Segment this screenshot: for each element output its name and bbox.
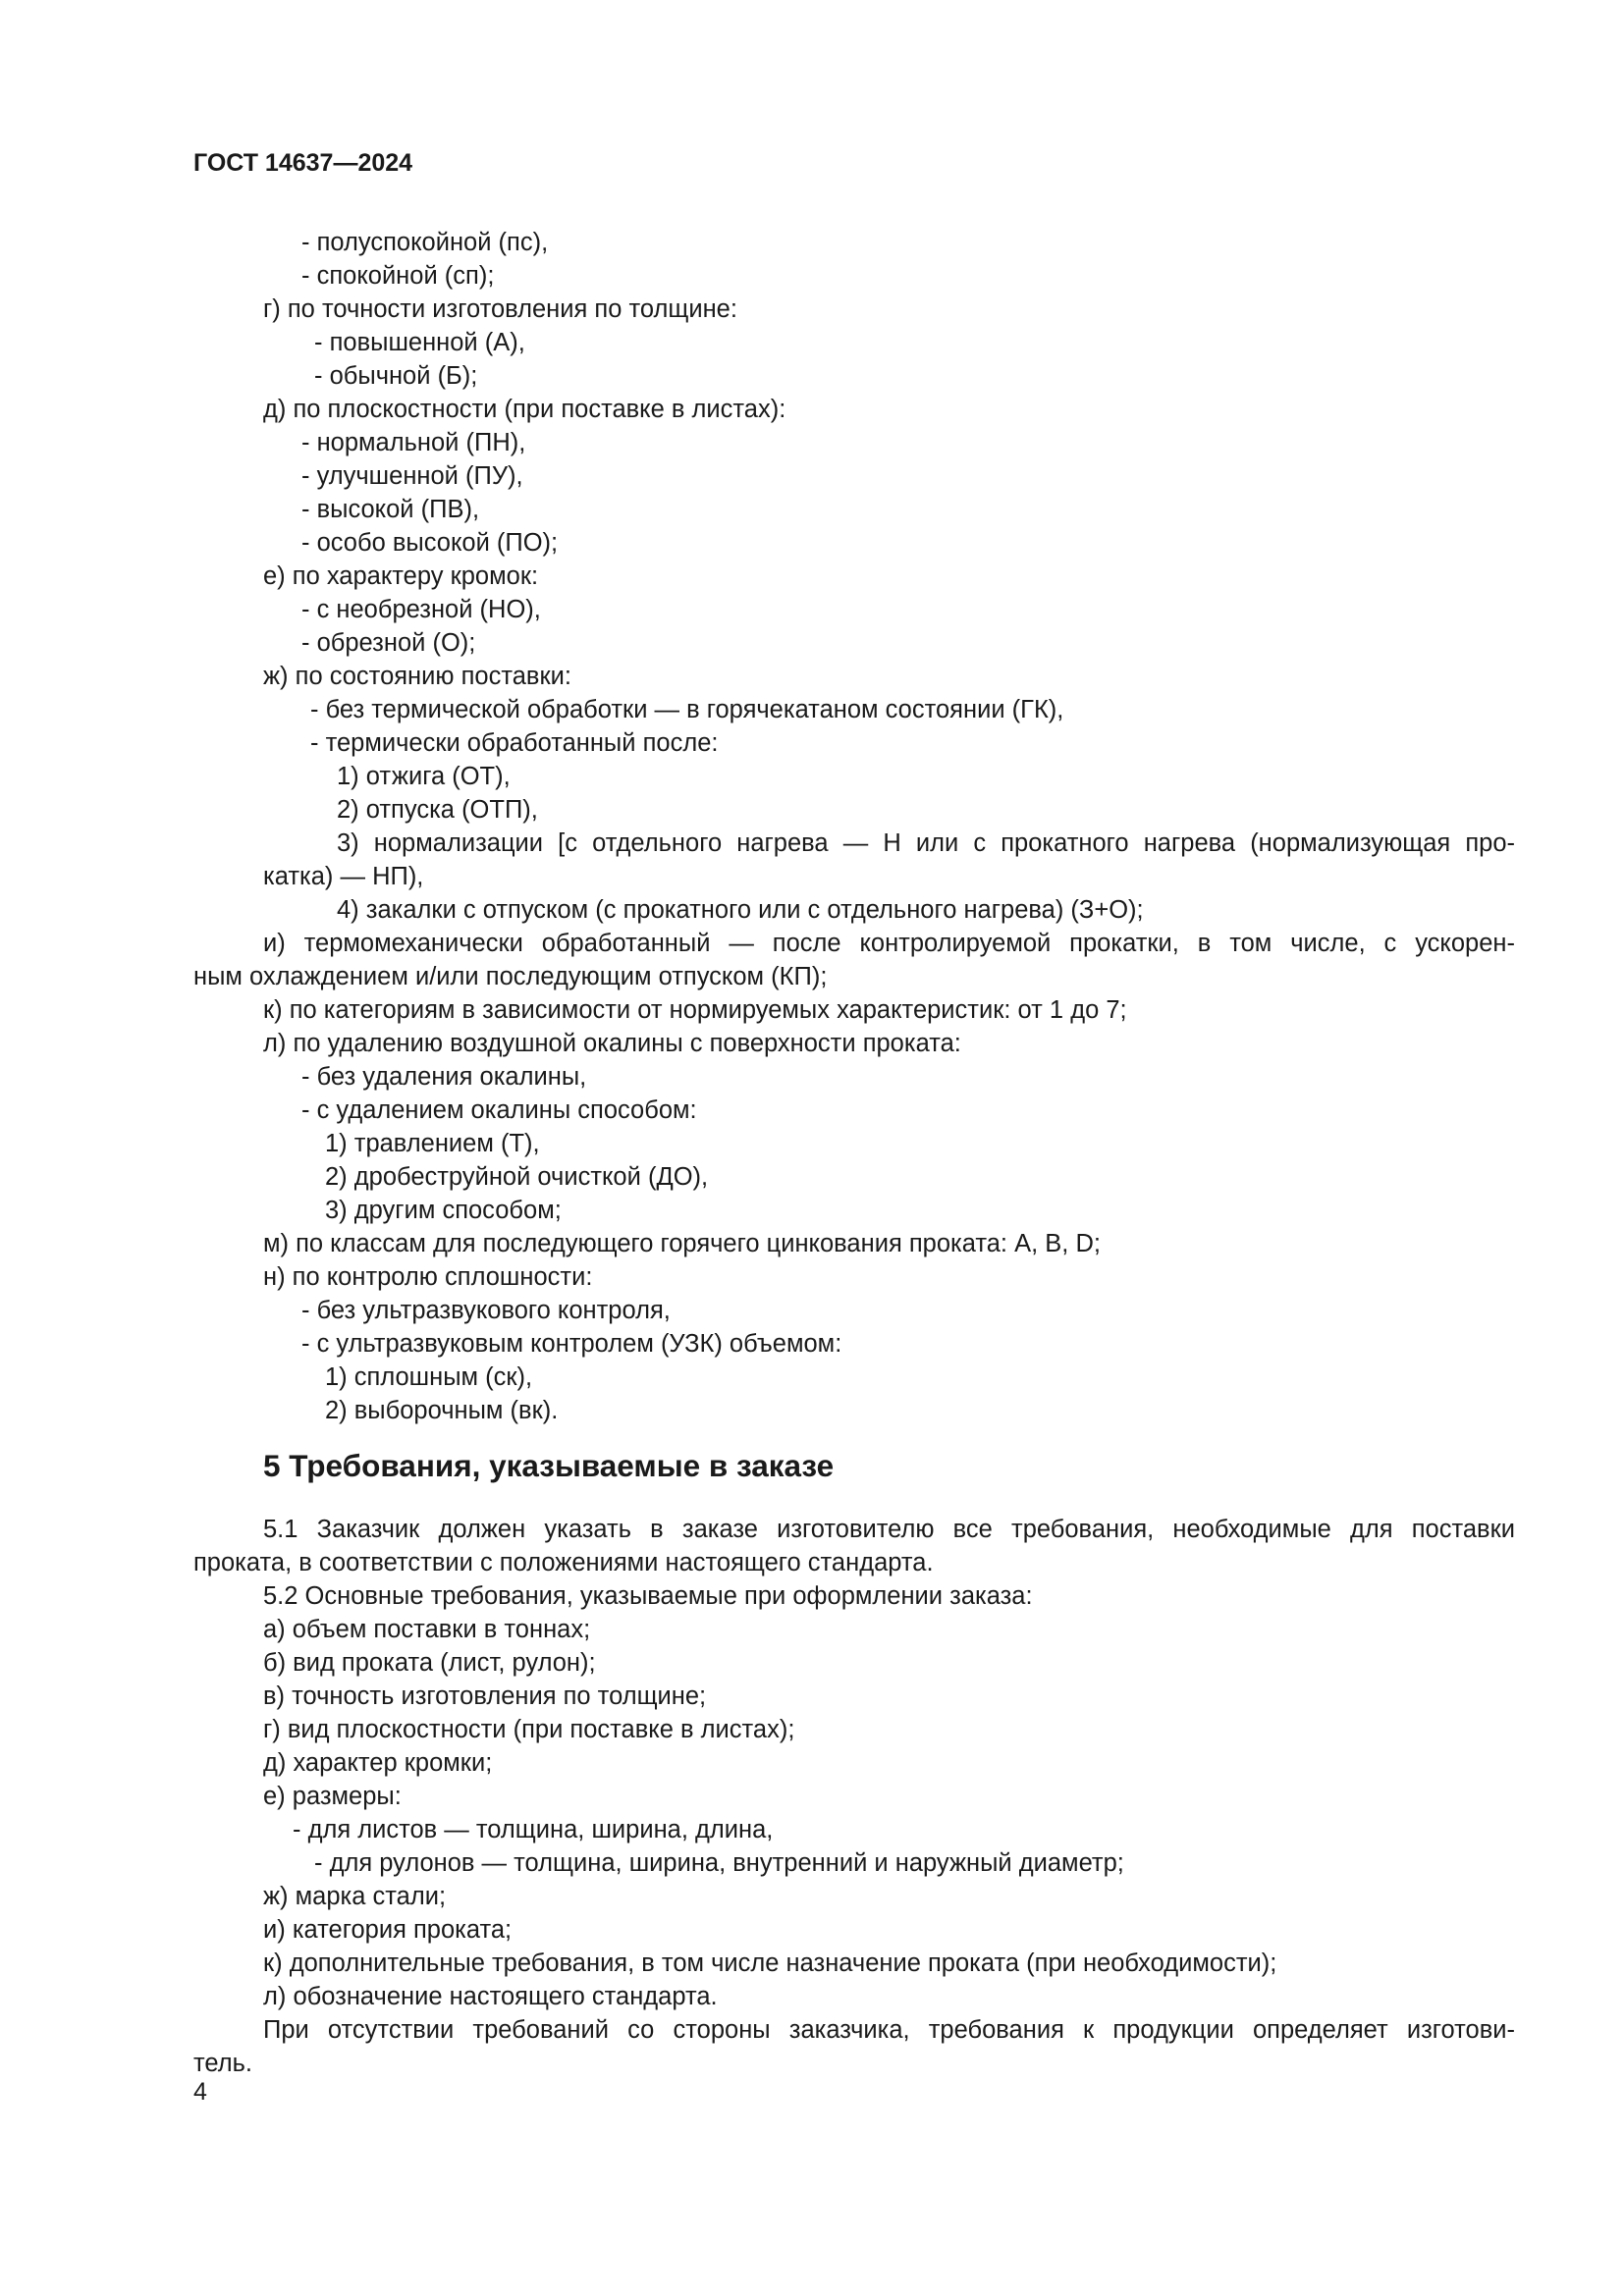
paragraph-line: 5.1 Заказчик должен указать в заказе изготовителю все требования, необходимые для поставки <box>263 1516 1515 1543</box>
list-item: 1) сплошным (ск), <box>325 1363 533 1391</box>
list-item: ным охлаждением и/или последующим отпуском (КП); <box>193 963 828 990</box>
list-item: и) категория проката; <box>263 1916 513 1944</box>
list-item: 1) отжига (ОТ), <box>337 763 511 790</box>
list-item: к) по категориям в зависимости от нормируемых характеристик: от 1 до 7; <box>263 996 1127 1024</box>
list-item: катка) — НП), <box>263 863 424 890</box>
list-item: - нормальной (ПН), <box>301 429 526 456</box>
list-item: м) по классам для последующего горячего цинкования проката: А, В, D; <box>263 1230 1101 1257</box>
list-item: г) по точности изготовления по толщине: <box>263 295 737 323</box>
list-item: г) вид плоскостности (при поставке в листах); <box>263 1716 795 1743</box>
page-number: 4 <box>193 2078 207 2106</box>
list-item: н) по контролю сплошности: <box>263 1263 593 1291</box>
list-item: и) термомеханически обработанный — после контролируемой прокатки, в том числе, с ускорен- <box>263 930 1515 957</box>
list-item: - для листов — толщина, ширина, длина, <box>293 1816 774 1843</box>
list-item: б) вид проката (лист, рулон); <box>263 1649 596 1677</box>
list-item: - особо высокой (ПО); <box>301 529 559 557</box>
list-item: л) обозначение настоящего стандарта. <box>263 1983 718 2010</box>
list-item: - с ультразвуковым контролем (УЗК) объемом: <box>301 1330 842 1358</box>
list-item: - без удаления окалины, <box>301 1063 587 1091</box>
list-item: 2) отпуска (ОТП), <box>337 796 538 824</box>
list-item: 4) закалки с отпуском (с прокатного или с отдельного нагрева) (З+О); <box>337 896 1144 924</box>
paragraph-line: проката, в соответствии с положениями настоящего стандарта. <box>193 1549 934 1576</box>
list-item: - обычной (Б); <box>314 362 478 390</box>
list-item: к) дополнительные требования, в том числе назначение проката (при необходимости); <box>263 1949 1277 1977</box>
list-item: л) по удалению воздушной окалины с поверхности проката: <box>263 1030 961 1057</box>
list-item: - полуспокойной (пс), <box>301 229 549 256</box>
list-item: - без термической обработки — в горячекатаном состоянии (ГК), <box>310 696 1064 723</box>
list-item: 3) нормализации [с отдельного нагрева — Н или с прокатного нагрева (нормализующая про- <box>337 829 1515 857</box>
list-item: - спокойной (сп); <box>301 262 495 290</box>
list-item: 2) дробеструйной очисткой (ДО), <box>325 1163 709 1191</box>
list-item: - с необрезной (НО), <box>301 596 541 623</box>
paragraph-line: При отсутствии требований со стороны заказчика, требования к продукции определяет изготови- <box>263 2016 1515 2044</box>
list-item: ж) марка стали; <box>263 1883 447 1910</box>
list-item: - обрезной (О); <box>301 629 476 657</box>
list-item: е) по характеру кромок: <box>263 562 539 590</box>
list-item: - для рулонов — толщина, ширина, внутренний и наружный диаметр; <box>314 1849 1124 1877</box>
list-item: - с удалением окалины способом: <box>301 1096 697 1124</box>
list-item: - повышенной (А), <box>314 329 525 356</box>
list-item: 2) выборочным (вк). <box>325 1397 559 1424</box>
list-item: - улучшенной (ПУ), <box>301 462 523 490</box>
list-item: 1) травлением (Т), <box>325 1130 540 1157</box>
list-item: е) размеры: <box>263 1783 402 1810</box>
paragraph-line: 5.2 Основные требования, указываемые при оформлении заказа: <box>263 1582 1033 1610</box>
list-item: а) объем поставки в тоннах; <box>263 1616 591 1643</box>
list-item: 3) другим способом; <box>325 1197 562 1224</box>
list-item: - высокой (ПВ), <box>301 496 480 523</box>
paragraph-line: тель. <box>193 2050 252 2077</box>
list-item: ж) по состоянию поставки: <box>263 663 571 690</box>
list-item: в) точность изготовления по толщине; <box>263 1682 707 1710</box>
list-item: д) по плоскостности (при поставке в листах): <box>263 396 786 423</box>
list-item: - термически обработанный после: <box>310 729 719 757</box>
list-item: д) характер кромки; <box>263 1749 493 1777</box>
list-item: - без ультразвукового контроля, <box>301 1297 671 1324</box>
section-heading: 5 Требования, указываемые в заказе <box>263 1448 835 1483</box>
document-header: ГОСТ 14637—2024 <box>193 149 413 177</box>
